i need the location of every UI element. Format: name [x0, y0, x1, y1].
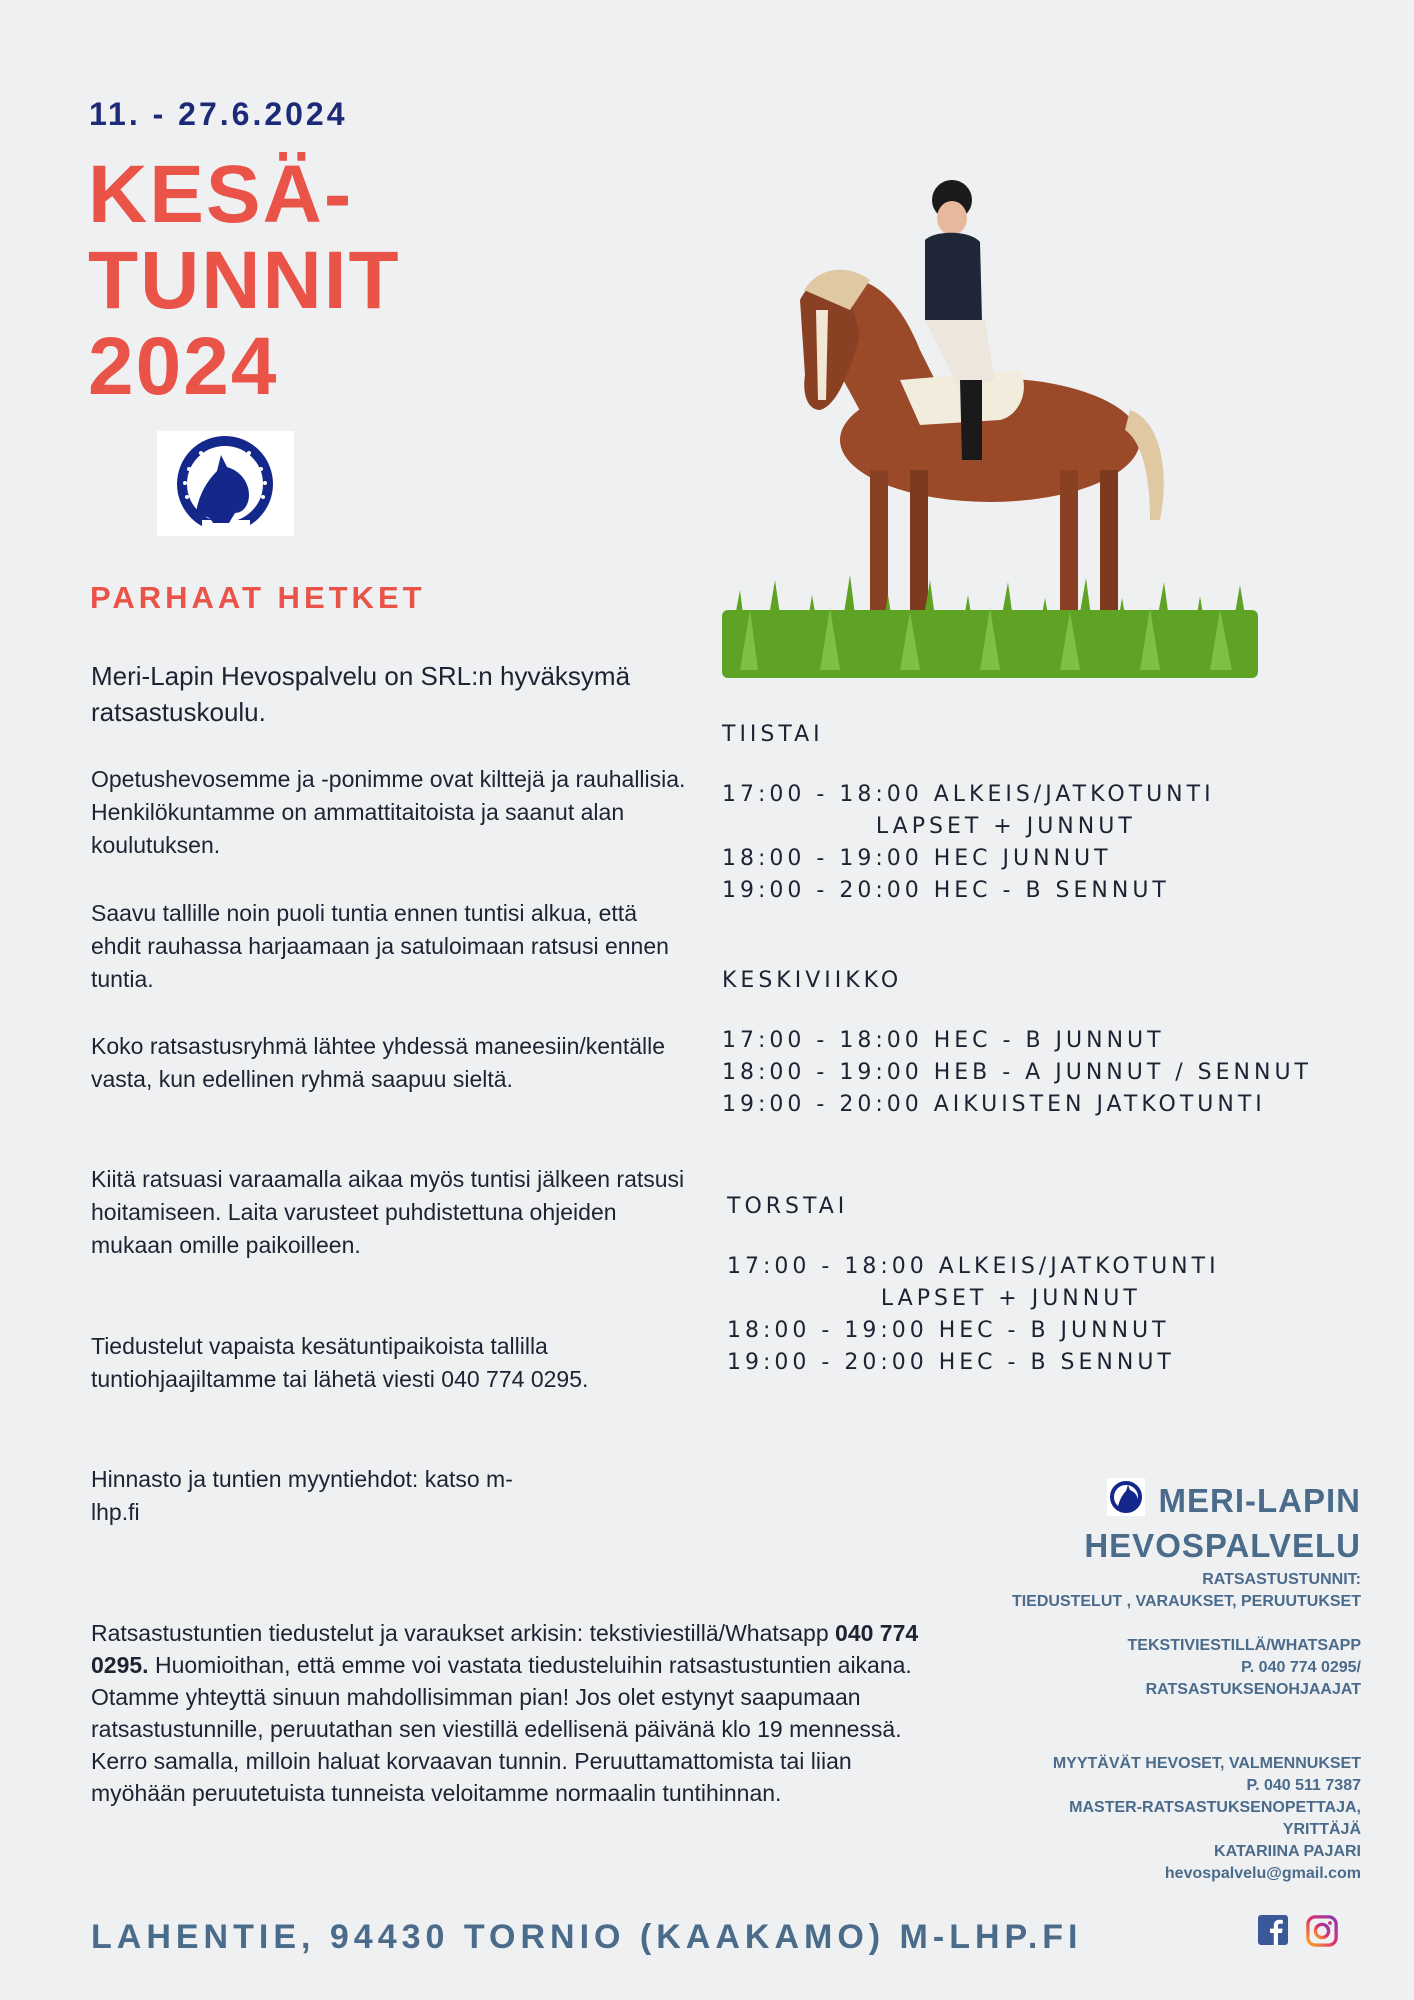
booking-info: Ratsastustuntien tiedustelut ja varaukset arkisin: tekstiviestillä/Whatsapp 040 774 0295. Huomioithan, että emme voi vastata tiedusteluihin ratsastustuntien aikana. Otamme yhteyttä sinuun mahdollisimman pian! Jos olet estynyt saapumaan ratsastustunnille, peruutathan sen viestillä edellisenä päivänä klo 19 mennessä. Kerro samalla, milloin haluat korvaavan tunnin. Peruuttamattomista tai liian myöhään peruutetuista tunneista veloitamme normaalin tuntihinnan. [91, 1620, 919, 1806]
schedule-row: 17:00 - 18:00 ALKEIS/JATKOTUNTI [727, 1254, 1220, 1279]
brand-block [1084, 1478, 1361, 1568]
paragraph-inquiries: Tiedustelut vapaista kesätuntipaikoista tallilla tuntiohjaajiltamme tai lähetä viesti 040 774 0295. [91, 1333, 589, 1392]
schedule-row: 18:00 - 19:00 HEC - B JUNNUT [727, 1318, 1170, 1343]
paragraph-arrival: Saavu tallille noin puoli tuntia ennen tuntisi alkua, että ehdit rauhassa harjaamaan ja satuloimaan ratsusi ennen tuntia. [91, 900, 669, 992]
footer-address: LAHENTIE, 94430 TORNIO (KAAKAMO) M-LHP.FI [91, 1918, 1083, 1956]
horse-logo-icon [1107, 1478, 1145, 1516]
schedule-row: 19:00 - 20:00 HEC - B SENNUT [727, 1350, 1175, 1375]
schedule-wednesday [722, 968, 1312, 1121]
brand-name: MERI-LAPIN [1084, 1478, 1361, 1523]
info-owner: MYYTÄVÄT HEVOSET, VALMENNUKSET P. 040 511 7387 MASTER-RATSASTUKSENOPETTAJA, YRITTÄJÄ KATARIINA PAJARI hevospalvelu@gmail.com [1053, 1753, 1361, 1885]
day-label: KESKIVIIKKO [722, 968, 903, 993]
schedule-row: 17:00 - 18:00 HEC - B JUNNUT [722, 1028, 1165, 1053]
paragraph-horses: Opetushevosemme ja -ponimme ovat kilttejä ja rauhallisia. Henkilökuntamme on ammattitaitoista ja saanut alan koulutuksen. [91, 766, 686, 858]
day-label: TIISTAI [722, 722, 824, 747]
email-link[interactable]: hevospalvelu@gmail.com [1164, 1865, 1361, 1882]
page-title: KESÄ- TUNNIT 2024 [88, 149, 401, 412]
schedule-tuesday [722, 722, 1215, 907]
facebook-icon[interactable] [1257, 1914, 1289, 1948]
phone-number: 040 774 0295. [91, 1620, 919, 1678]
info-contact: TEKSTIVIESTILLÄ/WHATSAPP P. 040 774 0295/ RATSASTUKSENOHJAAJAT [1127, 1637, 1361, 1698]
event-dates: 11. - 27.6.2024 [89, 96, 348, 132]
horse-photo [720, 170, 1260, 680]
schedule-row: 18:00 - 19:00 HEC JUNNUT [722, 846, 1112, 871]
schedule-row: 17:00 - 18:00 ALKEIS/JATKOTUNTI [722, 782, 1215, 807]
day-label: TORSTAI [727, 1194, 849, 1219]
schedule-row: LAPSET + JUNNUT [727, 1286, 1141, 1311]
info-lessons: RATSASTUSTUNNIT: TIEDUSTELUT , VARAUKSET, PERUUTUKSET [1011, 1571, 1361, 1610]
schedule-thursday [727, 1194, 1220, 1379]
paragraph-pricing: Hinnasto ja tuntien myyntiehdot: katso m-lhp.fi [91, 1466, 513, 1525]
schedule-row: 18:00 - 19:00 HEB - A JUNNUT / SENNUT [722, 1060, 1312, 1085]
horse-logo [157, 431, 294, 536]
section-heading: PARHAAT HETKET [90, 580, 426, 615]
intro-text: Meri-Lapin Hevospalvelu on SRL:n hyväksymä ratsastuskoulu. [91, 661, 631, 727]
paragraph-group: Koko ratsastusryhmä lähtee yhdessä maneesiin/kentälle vasta, kun edellinen ryhmä saapuu sieltä. [91, 1033, 666, 1092]
brand-name-line2: HEVOSPALVELU [1084, 1527, 1361, 1564]
paragraph-care: Kiitä ratsuasi varaamalla aikaa myös tuntisi jälkeen ratsusi hoitamiseen. Laita varusteet puhdistettuna ohjeiden mukaan omille paikoilleen. [91, 1166, 685, 1258]
schedule-row: LAPSET + JUNNUT [722, 814, 1136, 839]
instagram-icon[interactable] [1306, 1914, 1338, 1948]
schedule-row: 19:00 - 20:00 HEC - B SENNUT [722, 878, 1170, 903]
schedule-row: 19:00 - 20:00 AIKUISTEN JATKOTUNTI [722, 1092, 1266, 1117]
horse-logo-icon [157, 431, 294, 536]
